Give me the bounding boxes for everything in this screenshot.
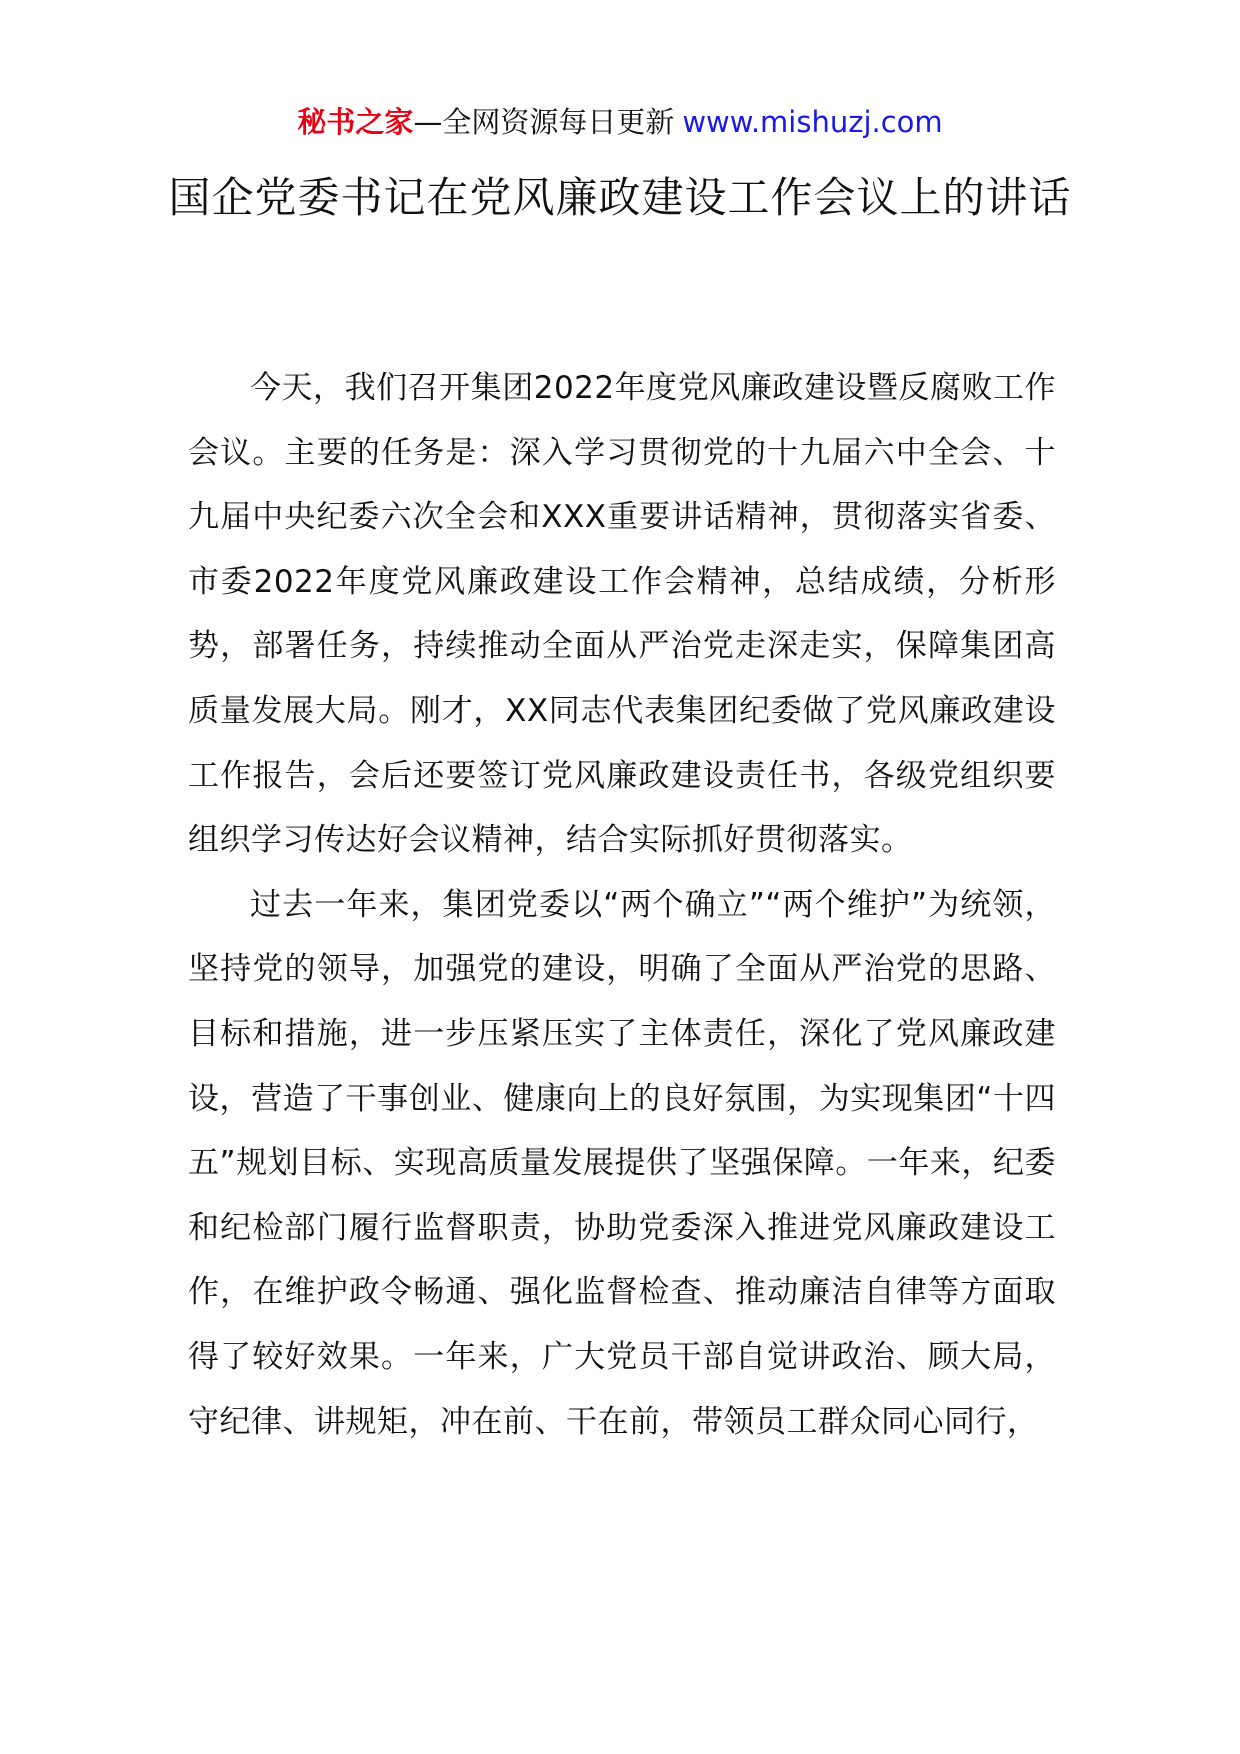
document-body xyxy=(188,356,1056,1454)
paragraph: 过去一年来，集团党委以“两个确立”“两个维护”为统领，坚持党的领导，加强党的建设，明确了全面从严治党的思路、目标和措施，进一步压紧压实了主体责任，深化了党风廉政建设，营造了干事创业、健康向上的良好氛围，为实现集团“十四五”规划目标、实现高质量发展提供了坚强保障。一年来，纪委和纪检部门履行监督职责，协助党委深入推进党风廉政建设工作，在维护政令畅通、强化监督检查、推动廉洁自律等方面取得了较好效果。一年来，广大党员干部自觉讲政治、顾大局，守纪律、讲规矩，冲在前、干在前，带领员工群众同心同行， xyxy=(188,886,1056,1440)
site-link[interactable]: www.mishuzj.com xyxy=(682,105,943,139)
header-tagline: —全网资源每日更新 xyxy=(413,105,675,139)
page-header xyxy=(0,102,1240,142)
paragraph: 今天，我们召开集团2022年度党风廉政建设暨反腐败工作会议。主要的任务是：深入学习贯彻党的十九届六中全会、十九届中央纪委六次全会和XXX重要讲话精神，贯彻落实省委、市委2022年度党风廉政建设工作会精神，总结成绩，分析形势，部署任务，持续推动全面从严治党走深走实，保障集团高质量发展大局。刚才，XX同志代表集团纪委做了党风廉政建设工作报告，会后还要签订党风廉政建设责任书，各级党组织要组织学习传达好会议精神，结合实际抓好贯彻落实。 xyxy=(188,370,1056,859)
brand-name: 秘书之家 xyxy=(297,105,414,139)
document-title: 国企党委书记在党风廉政建设工作会议上的讲话 xyxy=(168,173,1072,222)
